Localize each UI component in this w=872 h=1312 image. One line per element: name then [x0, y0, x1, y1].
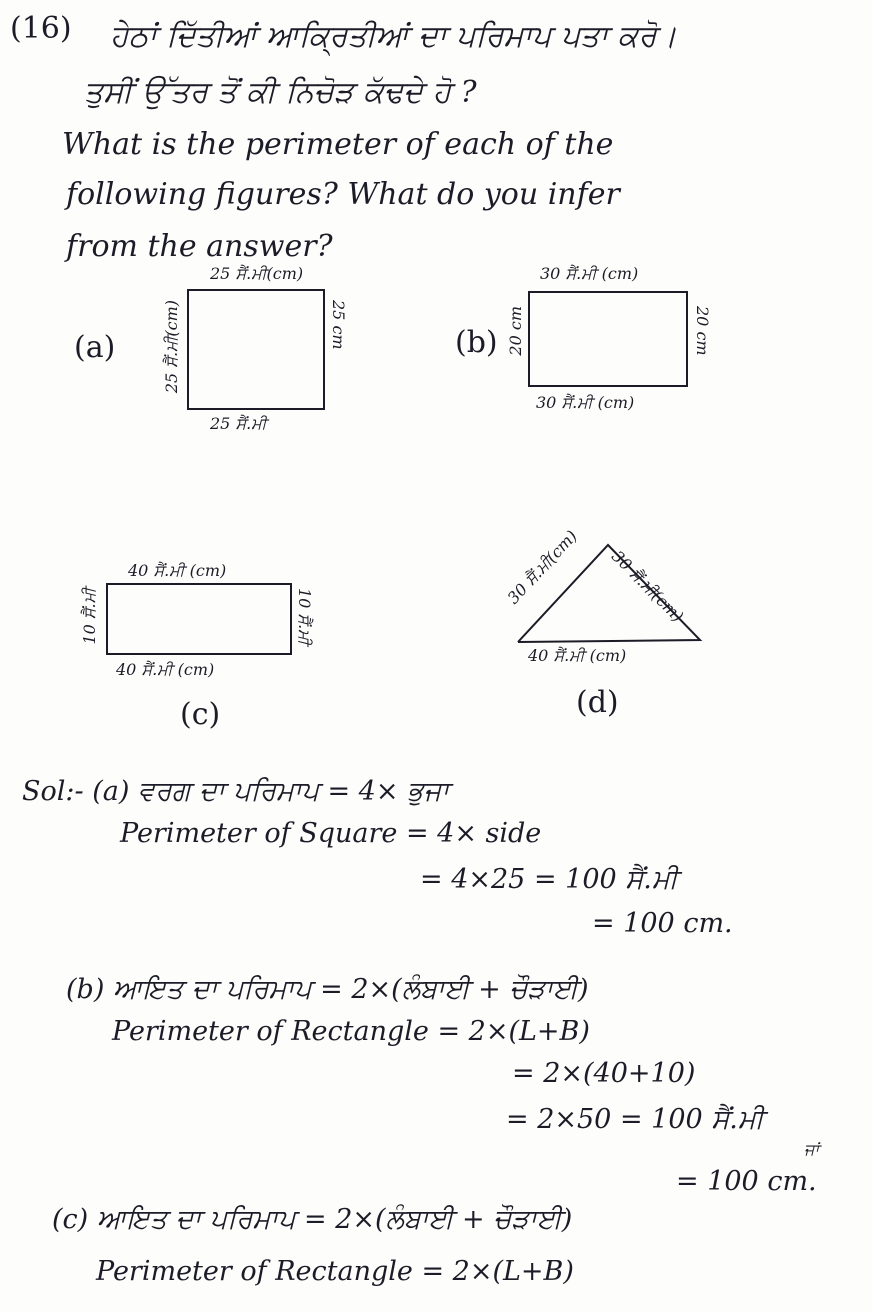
solution-b-line-3-sub: ਜਾਂ: [804, 1140, 819, 1159]
figure-d-right-label: 30 ਸੈਂ.ਮੀ(cm): [607, 546, 688, 626]
figure-c-left-label: 10 ਸੈਂ.ਮੀ: [80, 588, 99, 645]
solution-a-line-1: Perimeter of Square = 4× side: [120, 818, 542, 849]
figure-a-left-label: 25 ਸੈਂ.ਮੀ(cm): [162, 300, 181, 394]
solution-a-line-2: = 4×25 = 100 ਸੈਂ.ਮੀ: [420, 864, 678, 895]
figure-c-right-label: 10 ਸੈਂ.ਮੀ: [295, 588, 314, 645]
figure-b-left-label: 20 cm: [506, 306, 525, 356]
solution-b-line-1: Perimeter of Rectangle = 2×(L+B): [112, 1016, 590, 1047]
figure-a-square: [187, 289, 325, 410]
question-line-english-1: What is the perimeter of each of the: [62, 127, 614, 162]
figure-d-bottom-label: 40 ਸੈਂ.ਮੀ (cm): [528, 646, 627, 665]
figure-c-bottom-label: 40 ਸੈਂ.ਮੀ (cm): [116, 660, 215, 679]
question-line-english-3: from the answer?: [66, 229, 333, 264]
figure-a-top-label: 25 ਸੈਂ.ਮੀ(cm): [210, 264, 304, 283]
figure-a-right-label: 25 cm: [329, 300, 348, 350]
figure-b-bottom-label: 30 ਸੈਂ.ਮੀ (cm): [536, 393, 635, 412]
question-line-punjabi-1: ਹੇਠਾਂ ਦਿੱਤੀਆਂ ਆਕ੍ਰਿਤੀਆਂ ਦਾ ਪਰਿਮਾਪ ਪਤਾ ਕਰੋ।: [110, 19, 677, 54]
question-number: (16): [10, 11, 72, 46]
figure-a-tag: (a): [74, 330, 116, 365]
figure-b-top-label: 30 ਸੈਂ.ਮੀ (cm): [540, 264, 639, 283]
figure-a-bottom-label: 25 ਸੈਂ.ਮੀ: [210, 414, 267, 433]
figure-b-rectangle: [528, 291, 688, 387]
solution-a-line-3: = 100 cm.: [592, 908, 733, 939]
question-line-english-2: following figures? What do you infer: [66, 177, 620, 212]
figure-b-right-label: 20 cm: [693, 306, 712, 356]
solution-c-line-1: Perimeter of Rectangle = 2×(L+B): [96, 1256, 574, 1287]
solution-b-heading: (b) ਆਇਤ ਦਾ ਪਰਿਮਾਪ = 2×(ਲੰਬਾਈ + ਚੌੜਾਈ): [66, 974, 589, 1005]
solution-a-heading: Sol:- (a) ਵਰਗ ਦਾ ਪਰਿਮਾਪ = 4× ਭੁਜਾ: [22, 776, 449, 807]
figure-c-rectangle: [106, 583, 292, 655]
figure-d-left-label: 30 ਸੈਂ.ਮੀ(cm): [503, 526, 581, 608]
solution-c-heading: (c) ਆਇਤ ਦਾ ਪਰਿਮਾਪ = 2×(ਲੰਬਾਈ + ਚੌੜਾਈ): [52, 1204, 573, 1235]
question-line-punjabi-2: ਤੁਸੀਂ ਉੱਤਰ ਤੋਂ ਕੀ ਨਿਚੋੜ ਕੱਢਦੇ ਹੋ ?: [84, 75, 477, 110]
figure-c-top-label: 40 ਸੈਂ.ਮੀ (cm): [128, 561, 227, 580]
solution-b-line-2: = 2×(40+10): [512, 1058, 696, 1089]
figure-d-tag: (d): [576, 685, 619, 720]
solution-b-line-4: = 100 cm.: [676, 1166, 817, 1197]
figure-b-tag: (b): [455, 325, 498, 360]
solution-b-line-3: = 2×50 = 100 ਸੈਂ.ਮੀ: [506, 1104, 764, 1135]
figure-c-tag: (c): [180, 697, 221, 732]
